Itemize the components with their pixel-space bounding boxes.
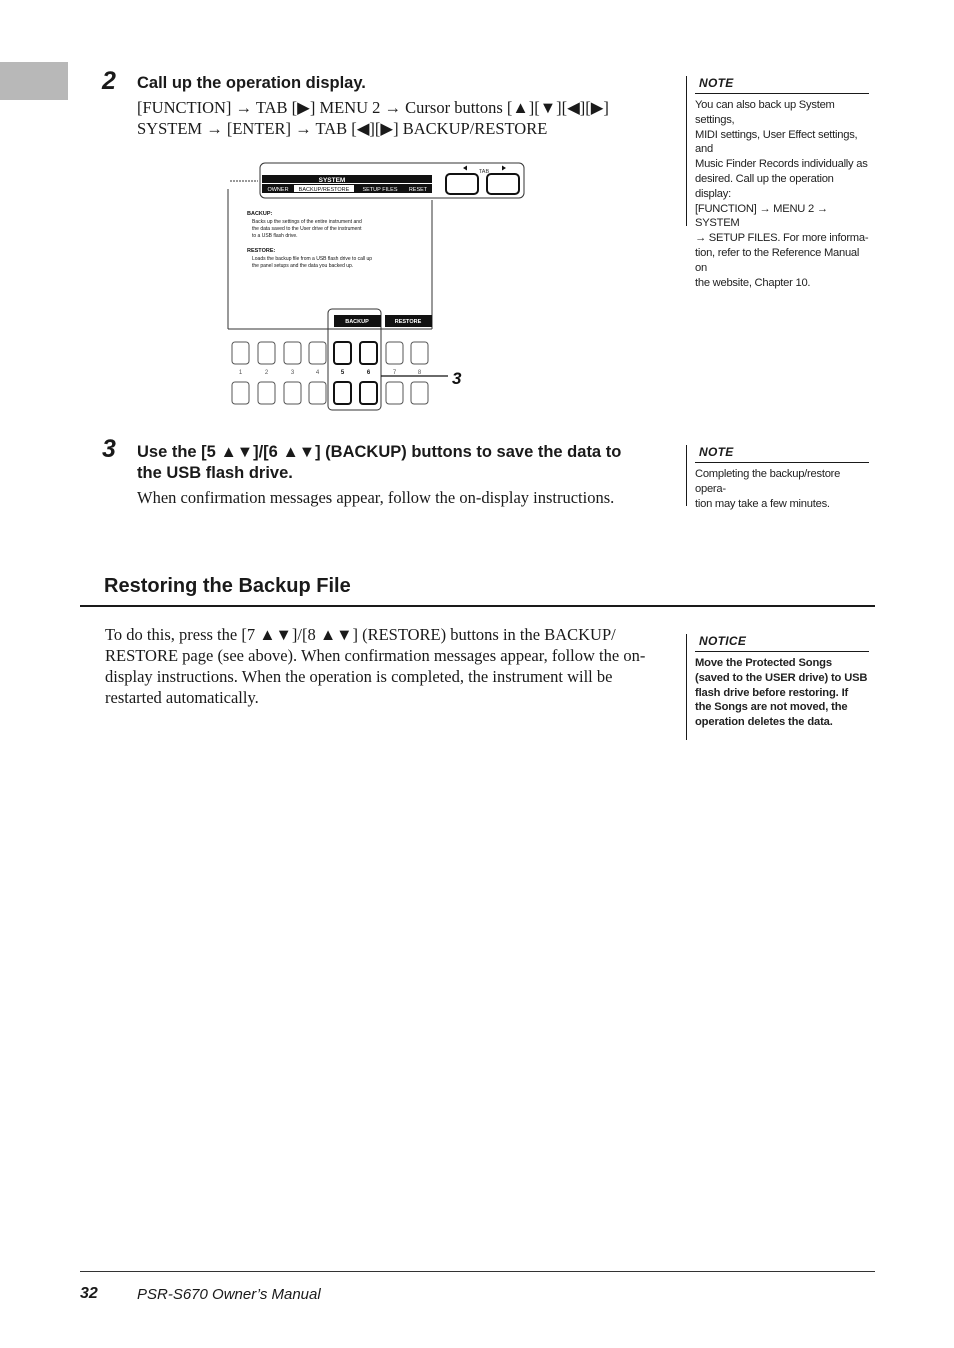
section-divider	[80, 605, 875, 607]
display-backup-line-2: the data saved to the User drive of the instrument	[252, 226, 362, 232]
tab-right-arrow-icon	[502, 166, 506, 171]
upper-button-row	[232, 342, 428, 364]
button-number-4: 4	[315, 370, 320, 376]
button-number-6: 6	[366, 370, 371, 376]
section-body: To do this, press the [7 ▲▼]/[8 ▲▼] (RESTORE) buttons in the BACKUP/ RESTORE page (see above). When confirmation messages appear, follow the on- display instructions. When the operation is completed, the instrument will be restarted automatically.	[105, 625, 646, 707]
display-title: SYSTEM	[318, 177, 346, 184]
display-backup-line-1: Backs up the settings of the entire instrument and	[252, 219, 362, 225]
note-restore-duration	[686, 445, 869, 510]
callout-step-3: 3	[452, 369, 462, 388]
notice-text: Move the Protected Songs (saved to the USER drive) to USB flash drive before restoring. If the Songs are not moved, the operation deletes the data.	[695, 657, 868, 729]
note-text: You can also back up System settings, MIDI settings, User Effect settings, and Music Finder Records individually as desired. Call up the operation display: [FUNCTION] → MENU 2 → SYSTEM → SETUP FILES. For more informa- tion, refer to the Reference Manual on the website, Chapter 10.	[695, 99, 869, 289]
note-backup-individual	[686, 76, 869, 289]
display-tab-reset: RESET	[408, 187, 428, 193]
backup-softkey-label: BACKUP	[345, 319, 369, 325]
step-2-heading: Call up the operation display.	[137, 74, 366, 92]
note-text: Completing the backup/restore opera- tion may take a few minutes.	[695, 468, 841, 510]
page-number: 32	[80, 1285, 98, 1302]
lower-button-row	[232, 382, 428, 404]
footer-divider	[80, 1271, 875, 1272]
button-number-7: 7	[392, 370, 397, 376]
restore-softkey-label: RESTORE	[394, 319, 422, 325]
step-2-number: 2	[102, 67, 116, 95]
button-number-2: 2	[264, 370, 269, 376]
notice-title: NOTICE	[699, 634, 747, 648]
note-title: NOTE	[699, 445, 734, 459]
button-number-3: 3	[290, 370, 295, 376]
display-title-bar	[262, 175, 432, 183]
tab-right-button	[487, 174, 519, 194]
notice-protected-songs	[686, 634, 869, 740]
manual-title: PSR-S670 Owner’s Manual	[137, 1286, 321, 1303]
display-restore-line-2: the panel setups and the data you backed up.	[252, 263, 354, 269]
step-2-path-line-2: SYSTEM → [ENTER] → TAB [◀][▶] BACKUP/RESTORE	[137, 119, 548, 138]
chapter-side-tab	[0, 62, 68, 100]
step-2-path-line-1: [FUNCTION] → TAB [▶] MENU 2 → Cursor buttons [▲][▼][◀][▶]	[137, 98, 609, 117]
step-3-body: When confirmation messages appear, follow the on-display instructions.	[137, 488, 615, 507]
step-3-heading-line-1: Use the [5 ▲▼]/[6 ▲▼] (BACKUP) buttons to save the data to	[137, 443, 622, 461]
step-3-number: 3	[102, 435, 116, 463]
display-restore-line-1: Loads the backup file from a USB flash drive to call up	[252, 256, 373, 262]
display-restore-title: RESTORE:	[247, 248, 276, 254]
section-title: Restoring the Backup File	[104, 575, 351, 597]
button-number-5: 5	[340, 370, 345, 376]
tab-left-arrow-icon	[463, 166, 467, 171]
backup-restore-display-diagram	[222, 160, 552, 412]
button-number-8: 8	[417, 370, 422, 376]
display-tab-setup-files: SETUP FILES	[362, 187, 398, 193]
note-title: NOTE	[699, 76, 734, 90]
tab-left-button	[446, 174, 478, 194]
display-tab-owner: OWNER	[267, 187, 289, 193]
step-3-heading-line-2: the USB flash drive.	[137, 464, 293, 482]
tab-label: TAB	[478, 169, 490, 175]
display-tab-backup-restore: BACKUP/RESTORE	[298, 187, 350, 193]
button-number-1: 1	[238, 370, 243, 376]
display-backup-title: BACKUP:	[247, 211, 273, 217]
display-backup-line-3: to a USB flash drive.	[252, 233, 298, 239]
